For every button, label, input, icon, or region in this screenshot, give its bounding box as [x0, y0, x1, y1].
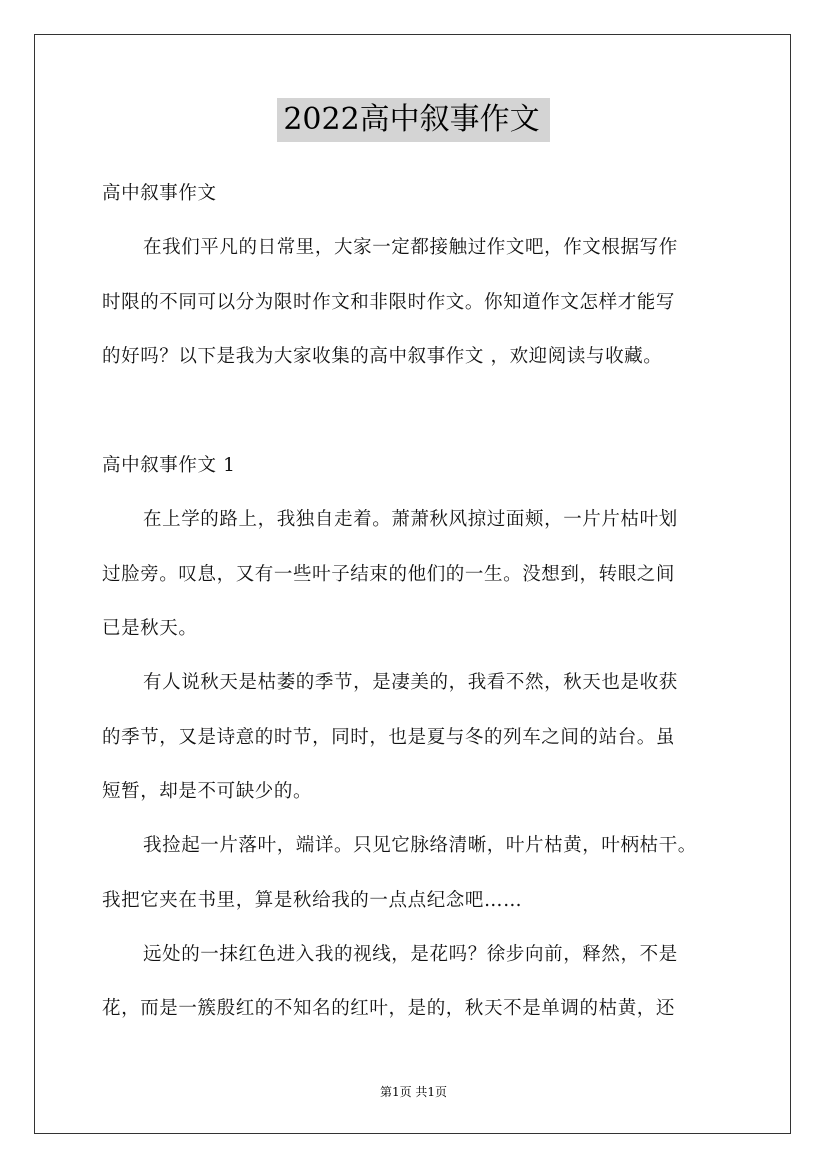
- paragraph-line: 花，而是一簇殷红的不知名的红叶，是的，秋天不是单调的枯黄，还: [102, 998, 676, 1019]
- document-title: 2022高中叙事作文: [277, 98, 549, 142]
- paragraph-line: 远处的一抹红色进入我的视线，是花吗？徐步向前，释然，不是: [143, 944, 678, 965]
- paragraph-line: 我捡起一片落叶，端详。只见它脉络清晰，叶片枯黄，叶柄枯干。: [143, 835, 697, 856]
- paragraph-line: 已是秋天。: [102, 618, 198, 639]
- paragraph-line: 有人说秋天是枯萎的季节，是凄美的，我看不然，秋天也是收获: [143, 672, 678, 693]
- intro-heading: 高中叙事作文: [102, 183, 217, 204]
- paragraph-line: 的好吗？以下是我为大家收集的高中叙事作文 ，欢迎阅读与收藏。: [102, 346, 663, 367]
- paragraph-line: 的季节，又是诗意的时节，同时，也是夏与冬的列车之间的站台。虽: [102, 727, 676, 748]
- paragraph-line: 短暂，却是不可缺少的。: [102, 781, 313, 802]
- paragraph-line: 时限的不同可以分为限时作文和非限时作文。你知道作文怎样才能写: [102, 292, 676, 313]
- section-heading: 高中叙事作文 1: [102, 455, 236, 476]
- title-container: [0, 98, 827, 142]
- paragraph-line: 我把它夹在书里，算是秋给我的一点点纪念吧……: [102, 890, 523, 911]
- paragraph-line: 过脸旁。叹息，又有一些叶子结束的他们的一生。没想到，转眼之间: [102, 564, 676, 585]
- paragraph-line: 在上学的路上，我独自走着。萧萧秋风掠过面颊，一片片枯叶划: [143, 509, 678, 530]
- paragraph-line: 在我们平凡的日常里，大家一定都接触过作文吧，作文根据写作: [143, 237, 678, 258]
- page-footer: 第1页 共1页: [379, 1085, 448, 1099]
